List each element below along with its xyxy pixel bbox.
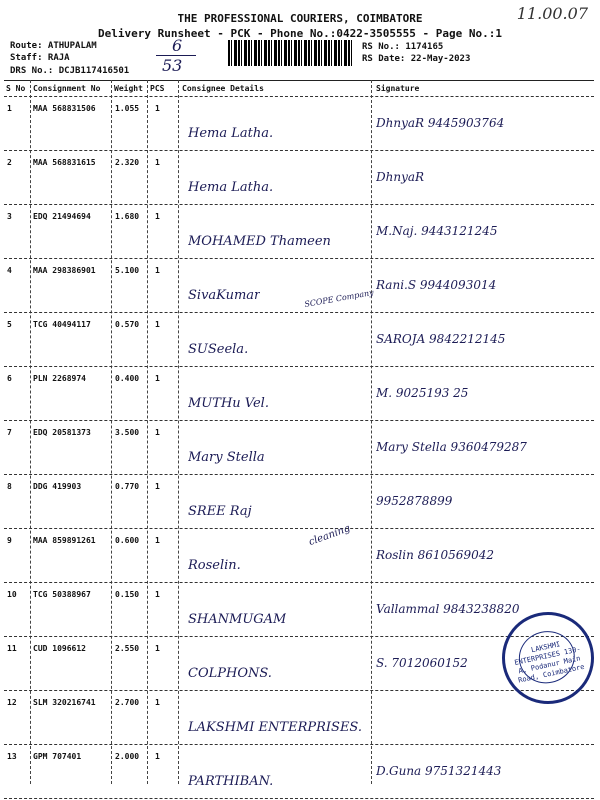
row-consignment-no: MAA 859891261 <box>33 536 96 545</box>
col-weight: Weight <box>114 84 143 93</box>
row-divider <box>4 474 594 475</box>
row-pcs: 1 <box>155 374 160 383</box>
row-consignment-no: MAA 568831615 <box>33 158 96 167</box>
row-pcs: 1 <box>155 212 160 221</box>
row-consignment-no: GPM 707401 <box>33 752 82 761</box>
row-divider <box>4 204 594 205</box>
col-consignee: Consignee Details <box>182 84 264 93</box>
row-signature: Vallammal 9843238820 <box>376 602 520 616</box>
row-consignee: COLPHONS. <box>188 666 272 681</box>
row-consignment-no: TCG 50388967 <box>33 590 91 599</box>
row-pcs: 1 <box>155 590 160 599</box>
col-divider <box>178 80 179 784</box>
col-divider <box>147 80 148 784</box>
row-sno: 5 <box>7 320 12 329</box>
header-rule <box>4 96 594 97</box>
row-weight: 0.150 <box>115 590 140 599</box>
row-pcs: 1 <box>155 320 160 329</box>
row-consignment-no: MAA 568831506 <box>33 104 96 113</box>
row-pcs: 1 <box>155 104 160 113</box>
row-weight: 2.700 <box>115 698 140 707</box>
col-divider <box>30 80 31 784</box>
row-weight: 1.055 <box>115 104 140 113</box>
row-signature: Rani.S 9944093014 <box>376 278 497 292</box>
row-divider <box>4 798 594 799</box>
row-consignment-no: PLN 2268974 <box>33 374 86 383</box>
row-divider <box>4 150 594 151</box>
rs-number: RS No.: 1174165 <box>362 42 444 52</box>
runsheet-subtitle: Delivery Runsheet - PCK - Phone No.:0422-3505555 - Page No.:1 <box>98 27 502 40</box>
row-weight: 0.400 <box>115 374 140 383</box>
row-consignee: Roselin. <box>188 558 241 573</box>
row-sno: 13 <box>7 752 17 761</box>
row-consignee: SHANMUGAM <box>188 612 287 627</box>
row-consignment-no: SLM 320216741 <box>33 698 96 707</box>
route-label: Route: ATHUPALAM <box>10 41 97 51</box>
row-consignee: MUTHu Vel. <box>188 396 269 411</box>
row-pcs: 1 <box>155 482 160 491</box>
company-title: THE PROFESSIONAL COURIERS, COIMBATORE <box>177 12 423 25</box>
row-signature: DhnyaR <box>376 170 425 184</box>
row-weight: 1.680 <box>115 212 140 221</box>
row-weight: 2.550 <box>115 644 140 653</box>
row-signature: M.Naj. 9443121245 <box>376 224 498 238</box>
row-divider <box>4 582 594 583</box>
row-sno: 7 <box>7 428 12 437</box>
row-sno: 4 <box>7 266 12 275</box>
row-divider <box>4 258 594 259</box>
col-consignment: Consignment No <box>33 84 101 93</box>
row-divider <box>4 312 594 313</box>
barcode <box>228 40 354 66</box>
row-weight: 0.600 <box>115 536 140 545</box>
stamp-text: LAKSHMI ENTERPRISES 130-A, Podanur Main Road, Coimbatore <box>513 640 586 685</box>
row-pcs: 1 <box>155 752 160 761</box>
row-consignment-no: EDQ 21494694 <box>33 212 91 221</box>
row-pcs: 1 <box>155 428 160 437</box>
row-divider <box>4 528 594 529</box>
row-weight: 0.570 <box>115 320 140 329</box>
col-divider <box>371 80 372 784</box>
row-signature: 9952878899 <box>376 494 453 508</box>
row-weight: 5.100 <box>115 266 140 275</box>
row-consignee: LAKSHMI ENTERPRISES. <box>188 720 363 735</box>
row-signature: DhnyaR 9445903764 <box>376 116 505 130</box>
row-weight: 0.770 <box>115 482 140 491</box>
row-consignment-no: CUD 1096612 <box>33 644 86 653</box>
company-stamp <box>493 603 600 712</box>
row-signature: M. 9025193 25 <box>376 386 469 400</box>
row-signature: Roslin 8610569042 <box>376 548 494 562</box>
row-pcs: 1 <box>155 158 160 167</box>
col-signature: Signature <box>376 84 420 93</box>
row-pcs: 1 <box>155 536 160 545</box>
drs-number: DRS No.: DCJB117416501 <box>10 66 130 76</box>
row-consignment-no: EDQ 20581373 <box>33 428 91 437</box>
row-sno: 2 <box>7 158 12 167</box>
scope-company-note: SCOPE Company <box>303 287 375 310</box>
col-divider <box>111 80 112 784</box>
row-divider <box>4 744 594 745</box>
row-sno: 9 <box>7 536 12 545</box>
handwritten-count-top: 6 <box>172 36 183 55</box>
row-consignee: Mary Stella <box>188 450 265 465</box>
row-signature: D.Guna 9751321443 <box>376 764 502 778</box>
row-weight: 2.000 <box>115 752 140 761</box>
row-sno: 10 <box>7 590 17 599</box>
row-consignee: SUSeela. <box>188 342 249 357</box>
row-consignment-no: DDG 419903 <box>33 482 82 491</box>
row-divider <box>4 690 594 691</box>
row-sno: 1 <box>7 104 12 113</box>
row-consignee: SREE Raj <box>188 504 252 519</box>
col-sno: S No <box>6 84 26 93</box>
cleaning-note: cleaning <box>307 522 352 549</box>
row-consignee: PARTHIBAN. <box>188 774 274 789</box>
row-consignee: Hema Latha. <box>188 126 274 141</box>
row-consignee: SivaKumar <box>188 288 261 303</box>
row-signature: S. 7012060152 <box>376 656 468 670</box>
row-pcs: 1 <box>155 698 160 707</box>
row-sno: 6 <box>7 374 12 383</box>
row-consignment-no: TCG 40494117 <box>33 320 91 329</box>
row-divider <box>4 420 594 421</box>
table-top-rule <box>4 80 594 81</box>
staff-label: Staff: RAJA <box>10 53 70 63</box>
row-consignment-no: MAA 298386901 <box>33 266 96 275</box>
row-sno: 11 <box>7 644 17 653</box>
row-pcs: 1 <box>155 644 160 653</box>
row-sno: 12 <box>7 698 17 707</box>
col-pcs: PCS <box>150 84 165 93</box>
row-signature: Mary Stella 9360479287 <box>376 440 527 454</box>
rs-date: RS Date: 22-May-2023 <box>362 54 471 64</box>
handwritten-date: 11.00.07 <box>516 4 588 23</box>
row-signature: SAROJA 9842212145 <box>376 332 506 346</box>
row-consignee: Hema Latha. <box>188 180 274 195</box>
row-sno: 8 <box>7 482 12 491</box>
row-consignee: MOHAMED Thameen <box>188 234 331 249</box>
row-sno: 3 <box>7 212 12 221</box>
row-pcs: 1 <box>155 266 160 275</box>
row-divider <box>4 366 594 367</box>
handwritten-count-bottom: 53 <box>162 56 183 75</box>
row-weight: 2.320 <box>115 158 140 167</box>
row-weight: 3.500 <box>115 428 140 437</box>
